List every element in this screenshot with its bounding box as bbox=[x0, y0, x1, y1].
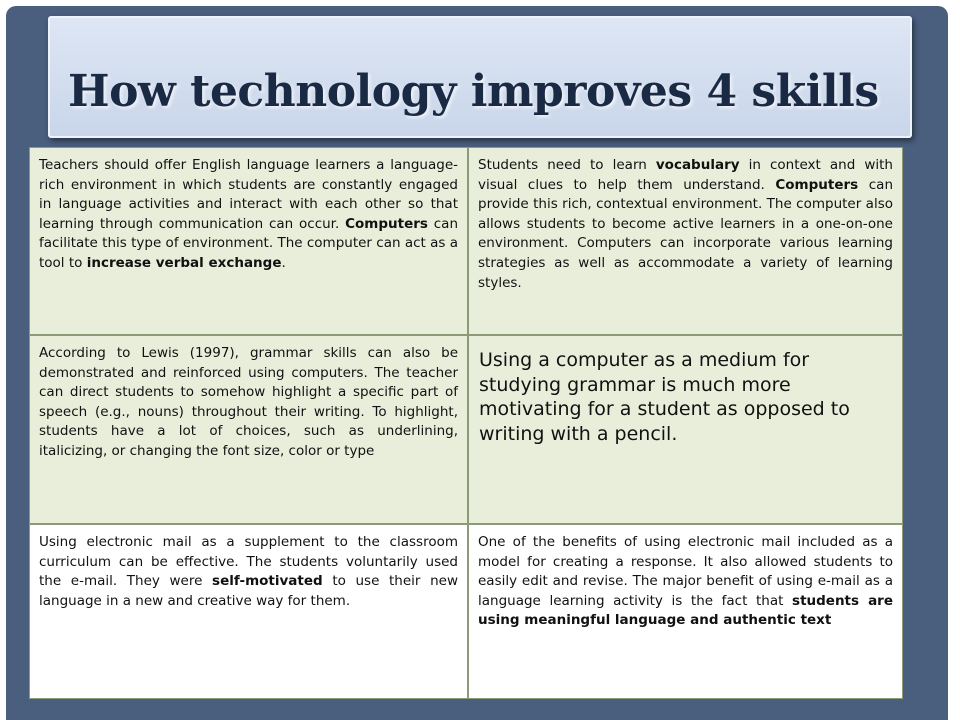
cell-speaking bbox=[29, 147, 468, 335]
cell-bold-text: students are using meaningful language and authentic text bbox=[478, 592, 893, 629]
cell-text: . bbox=[281, 254, 286, 271]
cell-text: can provide this rich, contextual environment. The computer also allows students to become active learners in a one-on-one environment. Computers can incorporate various learning strategies as well as accommodate a variety of learning styles. bbox=[478, 176, 893, 291]
cell-text: can facilitate this type of environment. The computer can act as a tool to bbox=[39, 215, 459, 271]
cell-text: According to Lewis (1997), grammar skills can also be demonstrated and reinforced using computers. The teacher can direct students to somehow highlight a specific part of speech (e.g., nouns) throughout their writing. To highlight, students have a lot of choices, such as underlining, italicizing, or changing the font size, color or type bbox=[39, 345, 458, 459]
cell-bold-text: self-motivated bbox=[212, 573, 323, 590]
cell-grammar bbox=[29, 335, 468, 524]
slide-bottom-bar bbox=[6, 700, 948, 720]
cell-bold-text: Computers bbox=[345, 215, 428, 232]
slide-title: How technology improves 4 skills bbox=[68, 66, 879, 117]
cell-email bbox=[29, 524, 468, 699]
cell-text: in context and with visual clues to help them understand. bbox=[478, 157, 893, 193]
cell-text: Teachers should offer English language learners a language-rich environment in which students are constantly engaged in language activities and interact with each other so that learning through communication can occur. bbox=[39, 157, 458, 232]
cell-grammar-motivation bbox=[468, 335, 903, 524]
cell-text: Using a computer as a medium for studying grammar is much more motivating for a student as opposed to writing with a pencil. bbox=[479, 349, 850, 445]
content-table bbox=[29, 147, 903, 699]
cell-text: Using electronic mail as a supplement to the classroom curriculum can be effective. The students voluntarily used the e-mail. They were bbox=[39, 534, 458, 590]
cell-text: One of the benefits of using electronic mail included as a model for creating a response. It also allowed students to easily edit and revise. The major benefit of using e-mail as a language learning activity is the fact that bbox=[478, 534, 893, 609]
cell-bold-text: Computers bbox=[775, 176, 859, 193]
cell-text: Students need to learn bbox=[478, 157, 656, 173]
cell-email-benefits bbox=[468, 524, 903, 699]
cell-vocabulary bbox=[468, 147, 903, 335]
cell-bold-text: vocabulary bbox=[655, 157, 740, 173]
cell-bold-text: increase verbal exchange bbox=[86, 254, 282, 271]
cell-text: to use their new language in a new and creative way for them. bbox=[39, 573, 458, 609]
